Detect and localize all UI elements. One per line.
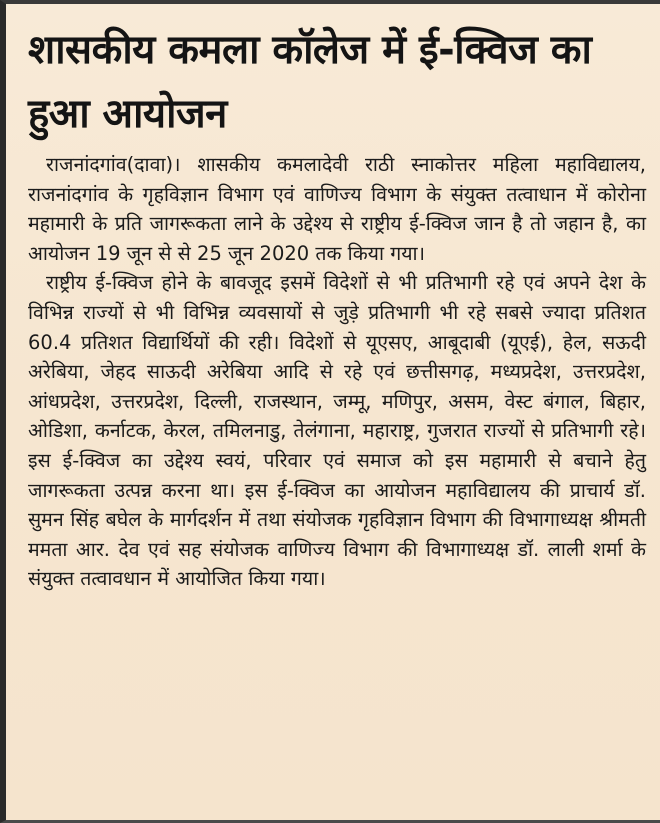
article-body <box>28 150 646 594</box>
article-headline: शासकीय कमला कॉलेज में ई-क्विज का हुआ आयोजन <box>28 27 592 137</box>
article-paragraph-1: राजनांदगांव(दावा)। शासकीय कमलादेवी राठी स्नाकोत्तर महिला महाविद्यालय, राजनांदगांव के गृहविज्ञान विभाग एवं वाणिज्य विभाग के संयुक्त तत्वाधान में कोरोना महामारी के प्रति जागरूकता लाने के उद्देश्य से राष्ट्रीय ई-क्विज जान है तो जहान है, का आयोजन 19 जून से से 25 जून 2020 तक किया गया। <box>28 153 646 265</box>
article-paragraph-2: राष्ट्रीय ई-क्विज होने के बावजूद इसमें विदेशों से भी प्रतिभागी रहे एवं अपने देश के विभिन्न राज्यों से भी विभिन्न व्यवसायों से जुड़े प्रतिभागी भी रहे सबसे ज्यादा प्रतिशत 60.4 प्रतिशत विद्यार्थियों की रही। विदेशों से यूएसए, आबूदाबी (यूएई), हेल, सऊदी अरेबिया, जेहद साऊदी अरेबिया आदि से रहे एवं छत्तीसगढ़, मध्यप्रदेश, उत्तरप्रदेश, आंधप्रदेश, उत्तरप्रदेश, दिल्ली, राजस्थान, जम्मू, मणिपुर, असम, वेस्ट बंगाल, बिहार, ओडिशा, कर्नाटक, केरल, तमिलनाडु, तेलंगाना, महाराष्ट्र, गुजरात राज्यों से प्रतिभागी रहे। इस ई-क्विज का उद्देश्य स्वयं, परिवार एवं समाज को इस महामारी से बचाने हेतु जागरूकता उत्पन्न करना था। इस ई-क्विज का आयोजन महाविद्यालय की प्राचार्य डॉ. सुमन सिंह बघेल के मार्गदर्शन में तथा संयोजक गृहविज्ञान विभाग की विभागाध्यक्ष श्रीमती ममता आर. देव एवं सह संयोजक वाणिज्य विभाग की विभागाध्यक्ष डॉ. लाली शर्मा के संयुक्त तत्वावधान में आयोजित किया गया। <box>28 271 646 591</box>
